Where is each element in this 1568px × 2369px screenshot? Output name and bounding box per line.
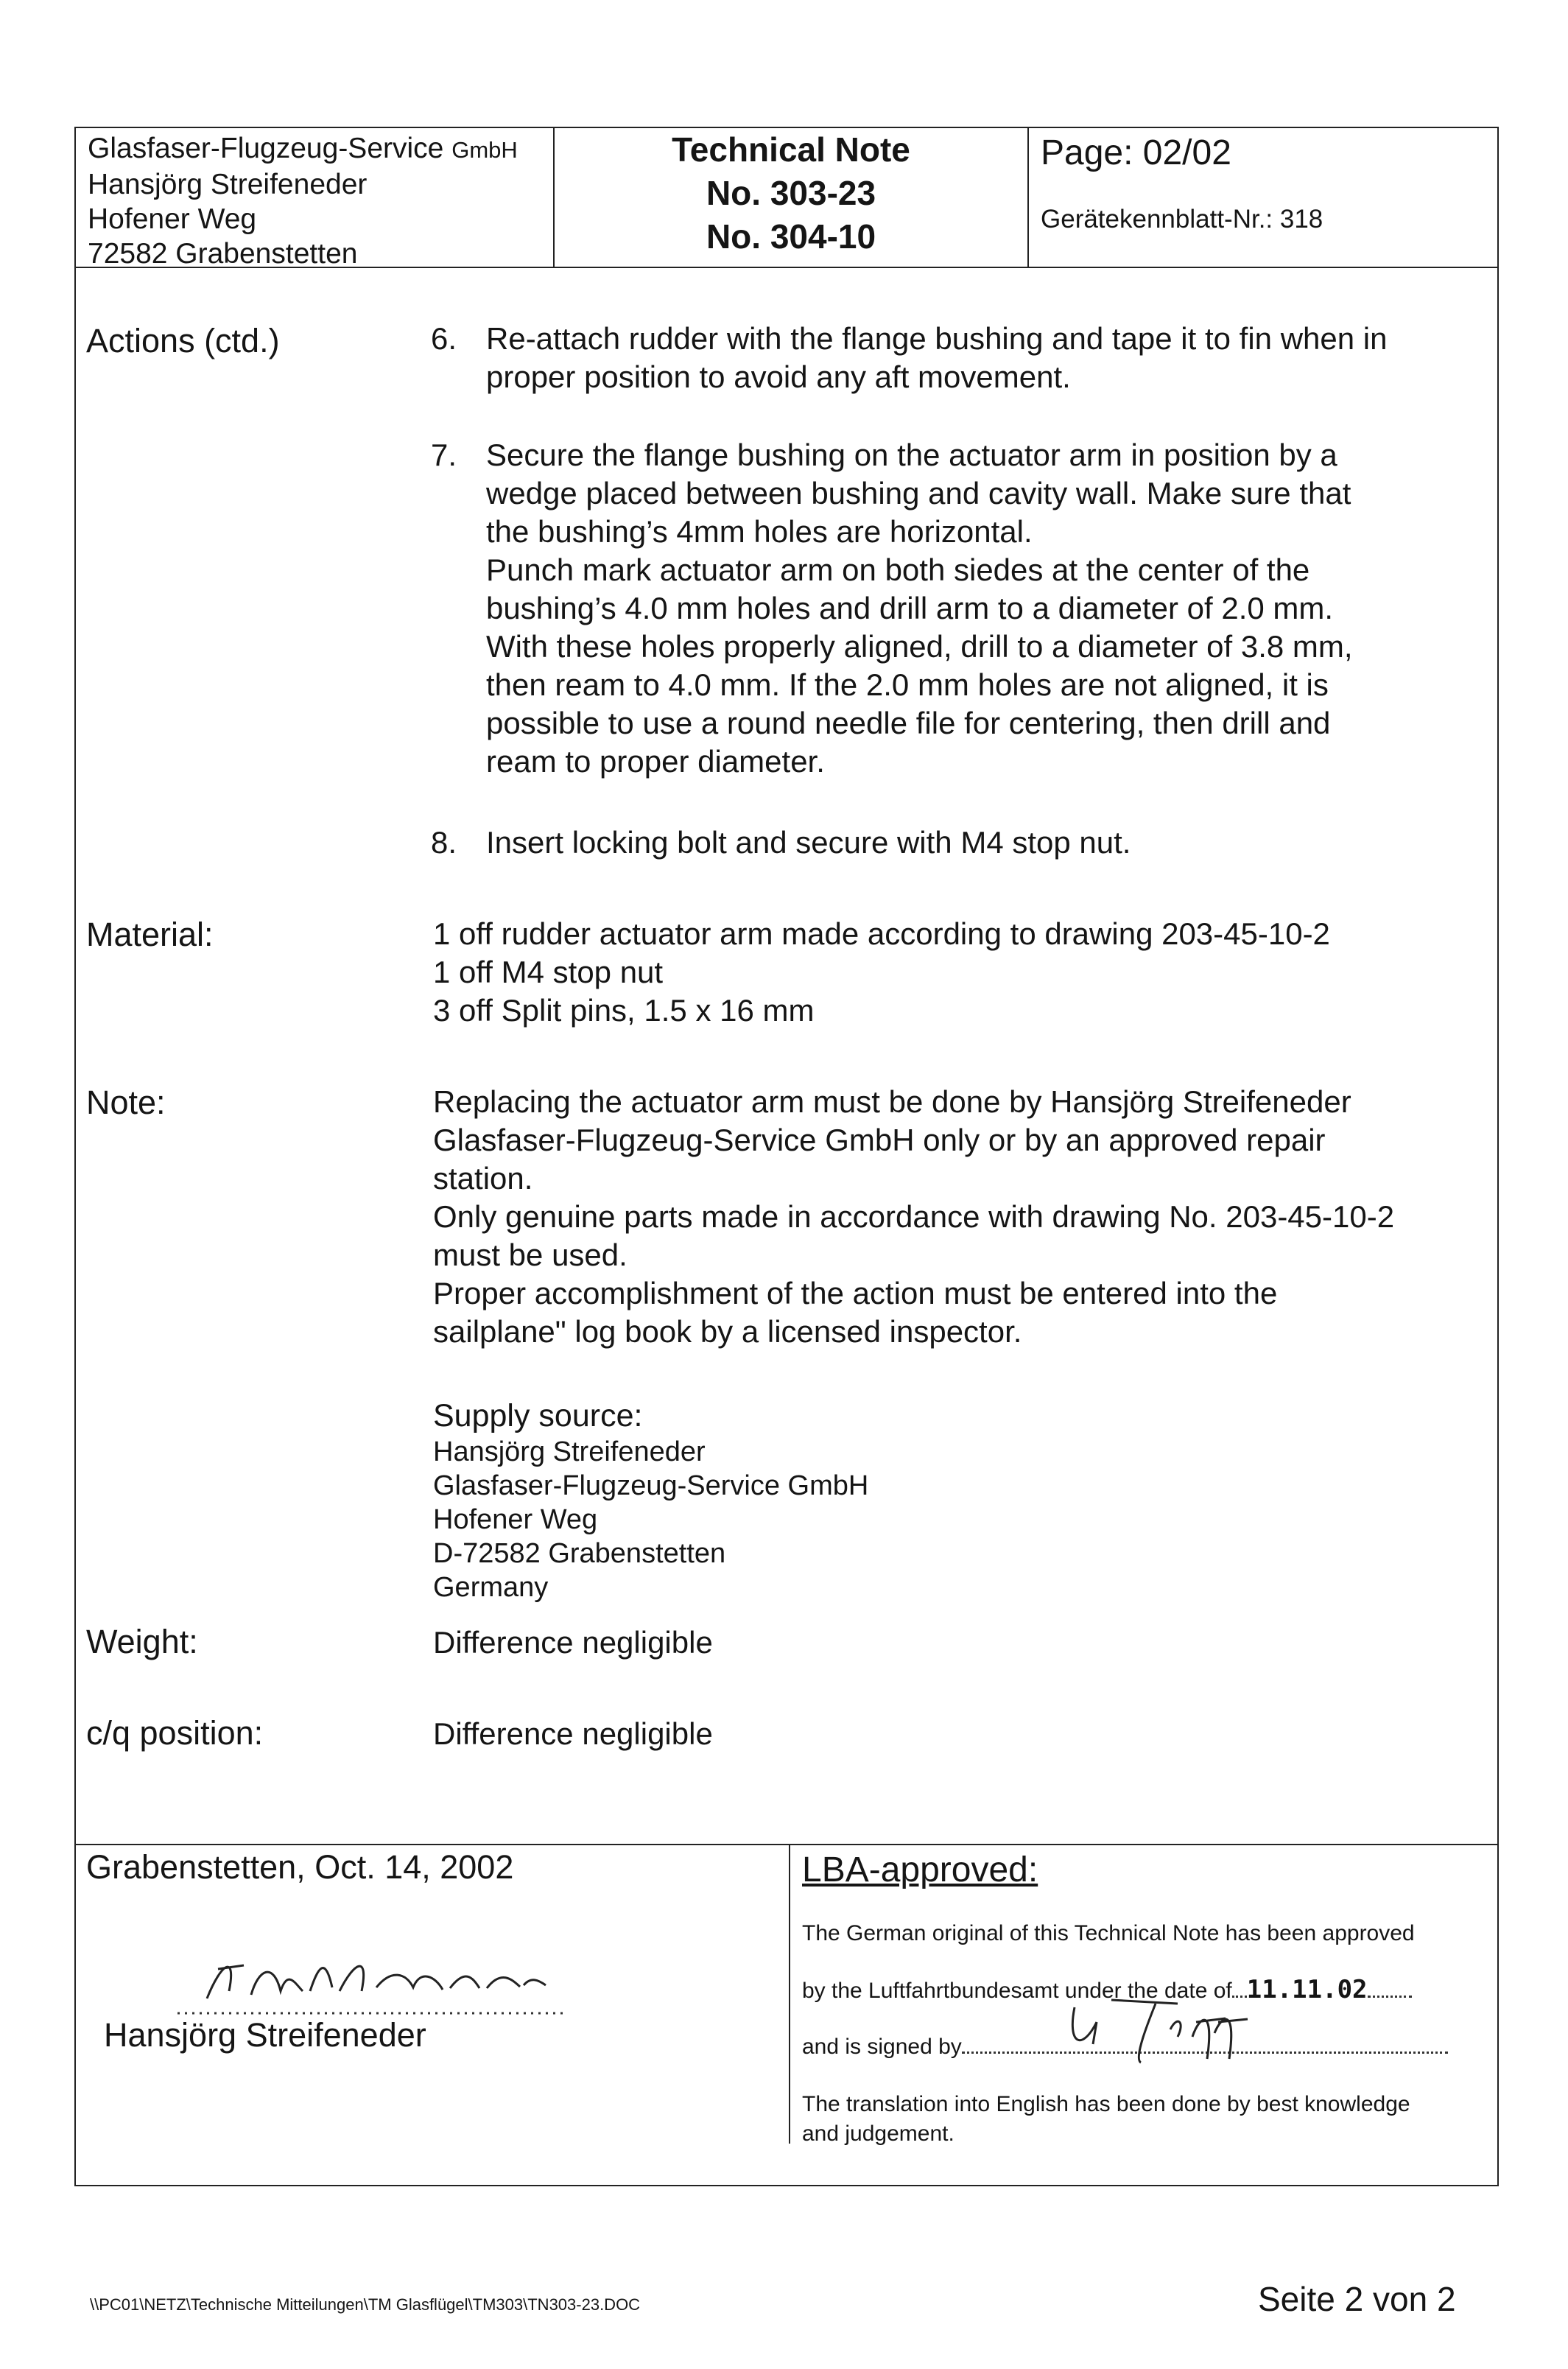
company-address (76, 128, 555, 270)
actions-label: Actions (ctd.) (86, 322, 280, 359)
note-label: Note: (86, 1084, 166, 1121)
supply-line: Glasfaser-Flugzeug-Service GmbH (433, 1470, 869, 1501)
text-line: proper position to avoid any aft movement. (486, 359, 1071, 394)
cg-position-label: c/q position: (86, 1714, 264, 1752)
text-line: sailplane" log book by a licensed inspector. (433, 1314, 1022, 1349)
author-signature (177, 1940, 568, 2021)
geraetekennblatt: Gerätekennblatt-Nr.: 318 (1041, 205, 1323, 234)
page-info (1029, 128, 1497, 267)
signer-name: Hansjörg Streifeneder (104, 2016, 426, 2054)
street: Hofener Weg (88, 203, 257, 235)
doc-title: Technical Note (672, 130, 910, 169)
material-item: 1 off M4 stop nut (433, 955, 664, 989)
lba-line-3 (802, 2032, 1494, 2090)
text-line: Only genuine parts made in accordance with drawing No. 203-45-10-2 (433, 1199, 1395, 1234)
doc-title-block (555, 128, 1029, 267)
header-box (74, 127, 1499, 268)
text-line: Re-attach rudder with the flange bushing and tape it to fin when in (486, 321, 1388, 356)
material-label: Material: (86, 916, 214, 953)
supply-line: Germany (433, 1572, 549, 1603)
lba-line-4: The translation into English has been done by best knowledge (802, 2092, 1410, 2116)
supply-title: Supply source: (433, 1398, 643, 1433)
lba-line-5: and judgement. (802, 2121, 954, 2146)
doc-number-1: No. 303-23 (706, 174, 876, 212)
doc-number-2: No. 304-10 (706, 217, 876, 256)
note-text (433, 1083, 1486, 1351)
approval-box (74, 1844, 1499, 2186)
text-line: Proper accomplishment of the action must be entered into the (433, 1276, 1278, 1310)
text-line: then ream to 4.0 mm. If the 2.0 mm holes are not aligned, it is (486, 667, 1329, 702)
approval-date: 11.11.02 (1246, 1975, 1368, 2004)
text-line: Insert locking bolt and secure with M4 stop nut. (486, 825, 1131, 860)
lba-line-1: The German original of this Technical Note has been approved (802, 1921, 1415, 1945)
action-7-text (486, 436, 1488, 781)
text-line: Secure the flange bushing on the actuator arm in position by a (486, 438, 1337, 472)
action-6-number: 6. (431, 321, 457, 356)
company-name: Glasfaser-Flugzeug-Service (88, 133, 444, 164)
text-line: Punch mark actuator arm on both siedes at the center of the (486, 552, 1310, 587)
text-line: possible to use a round needle file for centering, then drill and (486, 706, 1331, 740)
supply-line: D-72582 Grabenstetten (433, 1538, 726, 1569)
material-item: 1 off rudder actuator arm made according to drawing 203-45-10-2 (433, 916, 1330, 951)
action-7-number: 7. (431, 438, 457, 472)
footer-divider (789, 1845, 790, 2144)
weight-value: Difference negligible (433, 1625, 713, 1660)
text-line: Glasfaser-Flugzeug-Service GmbH only or by an approved repair (433, 1123, 1326, 1157)
action-8-text (486, 824, 1488, 862)
text-line: bushing’s 4.0 mm holes and drill arm to a diameter of 2.0 mm. (486, 591, 1334, 625)
place-date: Grabenstetten, Oct. 14, 2002 (86, 1848, 514, 1886)
lba-line-3-prefix: and is signed by (802, 2035, 962, 2059)
text-line: the bushing’s 4mm holes are horizontal. (486, 514, 1033, 549)
lba-approved-title: LBA-approved: (802, 1850, 1038, 1889)
supply-line: Hansjörg Streifeneder (433, 1436, 706, 1467)
owner-name: Hansjörg Streifeneder (88, 169, 368, 200)
page-number: Page: 02/02 (1041, 133, 1231, 172)
cg-position-value: Difference negligible (433, 1716, 713, 1751)
company-suffix: GmbH (451, 137, 518, 163)
file-path: \\PC01\NETZ\Technische Mitteilungen\TM Glasflügel\TM303\TN303-23.DOC (90, 2295, 641, 2314)
lba-signature (1067, 1993, 1259, 2066)
supply-source (433, 1397, 1170, 1604)
lba-statement (802, 1919, 1494, 2149)
text-line: must be used. (433, 1238, 627, 1272)
text-line: wedge placed between bushing and cavity wall. Make sure that (486, 476, 1351, 510)
action-6-text (486, 320, 1488, 396)
supply-line: Hofener Weg (433, 1504, 598, 1535)
material-list (433, 915, 1479, 1030)
weight-label: Weight: (86, 1623, 198, 1660)
text-line: ream to proper diameter. (486, 744, 825, 779)
city: 72582 Grabenstetten (88, 238, 358, 270)
page-footer-number: Seite 2 von 2 (1258, 2280, 1456, 2318)
text-line: station. (433, 1161, 533, 1196)
material-item: 3 off Split pins, 1.5 x 16 mm (433, 993, 815, 1028)
text-line: With these holes properly aligned, drill to a diameter of 3.8 mm, (486, 629, 1353, 664)
lba-line-2-prefix: by the Luftfahrtbundesamt under the date of (802, 1979, 1232, 2003)
text-line: Replacing the actuator arm must be done by Hansjörg Streifeneder (433, 1084, 1351, 1119)
action-8-number: 8. (431, 825, 457, 860)
